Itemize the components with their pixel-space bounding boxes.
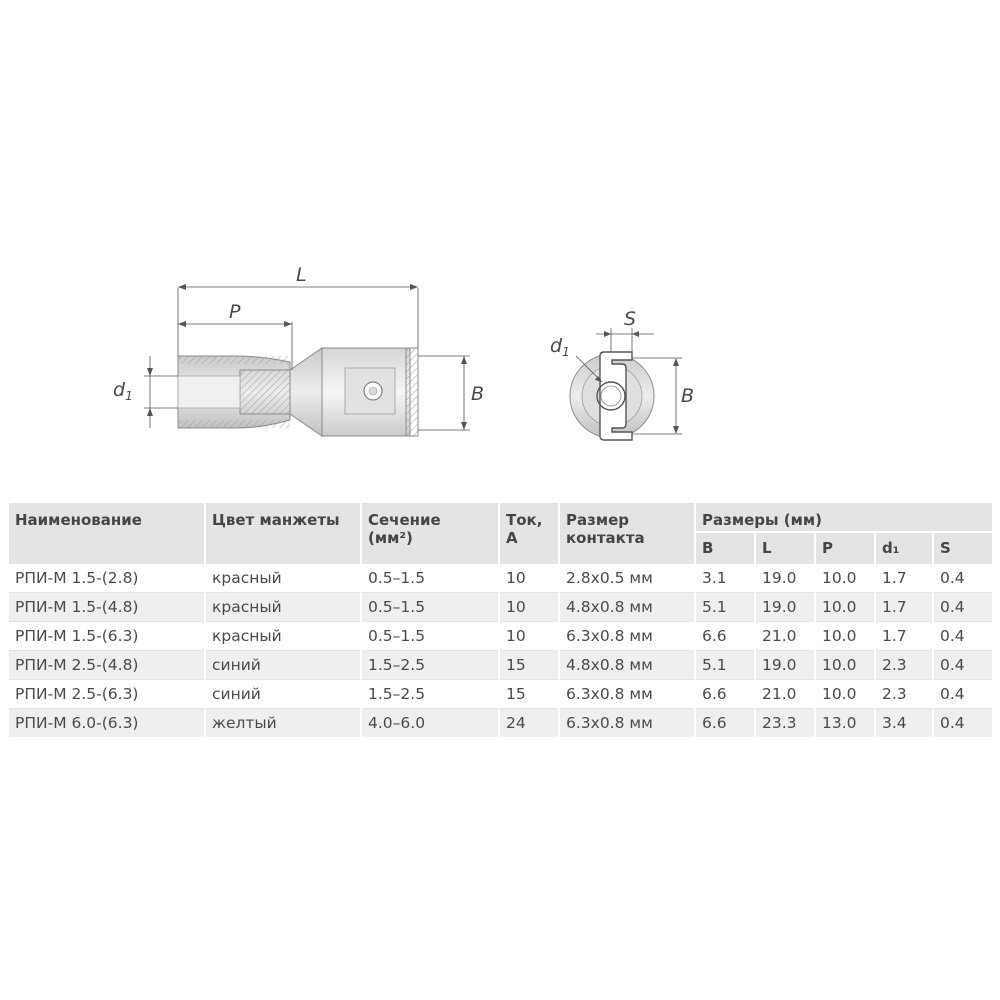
cell-contact: 6.3x0.8 мм	[559, 622, 695, 651]
cell-d1: 2.3	[875, 680, 933, 709]
cell-name: РПИ-М 1.5-(4.8)	[9, 593, 205, 622]
header-name	[9, 503, 205, 564]
table-row	[9, 564, 992, 593]
cell-B: 5.1	[695, 593, 755, 622]
cell-P: 10.0	[815, 564, 875, 593]
cell-contact: 6.3x0.8 мм	[559, 680, 695, 709]
cell-d1: 1.7	[875, 622, 933, 651]
cell-contact: 4.8x0.8 мм	[559, 593, 695, 622]
cell-current: 15	[499, 651, 559, 680]
cell-B: 3.1	[695, 564, 755, 593]
dim-label-d1-side-letter: d	[550, 335, 563, 357]
terminal-drawing	[0, 0, 1000, 480]
dim-label-d1-letter: d	[113, 379, 126, 401]
cell-B: 6.6	[695, 622, 755, 651]
cell-current: 15	[499, 680, 559, 709]
cell-L: 21.0	[755, 622, 815, 651]
cell-S: 0.4	[933, 680, 992, 709]
cell-d1: 2.3	[875, 651, 933, 680]
sleeve-knurl-bottom	[178, 420, 290, 428]
cell-d1: 1.7	[875, 593, 933, 622]
cell-color: красный	[205, 593, 361, 622]
cell-name: РПИ-М 2.5-(4.8)	[9, 651, 205, 680]
header-current	[499, 503, 559, 564]
header-current-line1: Ток,	[506, 511, 543, 529]
header-name-text: Наименование	[15, 511, 142, 529]
cell-S: 0.4	[933, 709, 992, 738]
cell-current: 10	[499, 593, 559, 622]
cell-current: 10	[499, 622, 559, 651]
dim-label-d1	[113, 379, 133, 403]
cell-name: РПИ-М 2.5-(6.3)	[9, 680, 205, 709]
terminal-side-view	[113, 264, 484, 436]
table-row	[9, 651, 992, 680]
cell-color: красный	[205, 564, 361, 593]
dim-label-d1-side-subscript: 1	[562, 345, 570, 359]
sleeve-knurl-top	[178, 356, 290, 364]
cell-P: 10.0	[815, 622, 875, 651]
receptacle-lip	[406, 348, 418, 436]
dim-label-P: P	[229, 301, 241, 323]
cell-name: РПИ-М 1.5-(6.3)	[9, 622, 205, 651]
cell-current: 24	[499, 709, 559, 738]
cell-color: красный	[205, 622, 361, 651]
cell-color: синий	[205, 680, 361, 709]
cell-P: 13.0	[815, 709, 875, 738]
table-row	[9, 680, 992, 709]
cell-L: 19.0	[755, 651, 815, 680]
wire-barrel	[240, 370, 292, 414]
cell-B: 6.6	[695, 680, 755, 709]
cell-L: 23.3	[755, 709, 815, 738]
cell-section: 0.5–1.5	[361, 593, 499, 622]
cell-P: 10.0	[815, 593, 875, 622]
header-section-line2: (мм²)	[368, 529, 413, 547]
header-contact-line2: контакта	[566, 529, 645, 547]
spec-table	[9, 503, 992, 737]
cell-contact: 6.3x0.8 мм	[559, 709, 695, 738]
cell-contact: 2.8x0.5 мм	[559, 564, 695, 593]
header-dimensions	[695, 503, 992, 532]
table-row	[9, 593, 992, 622]
cell-color: синий	[205, 651, 361, 680]
dim-label-d1-side	[550, 335, 570, 359]
table-row	[9, 622, 992, 651]
cell-section: 4.0–6.0	[361, 709, 499, 738]
cell-name: РПИ-М 1.5-(2.8)	[9, 564, 205, 593]
cell-S: 0.4	[933, 622, 992, 651]
cell-P: 10.0	[815, 651, 875, 680]
dim-label-L: L	[296, 264, 307, 286]
cell-L: 19.0	[755, 564, 815, 593]
header-dim-S: S	[933, 532, 992, 564]
cell-color: желтый	[205, 709, 361, 738]
header-contact-line1: Размер	[566, 511, 630, 529]
cell-P: 10.0	[815, 680, 875, 709]
cell-B: 5.1	[695, 651, 755, 680]
cell-current: 10	[499, 564, 559, 593]
cell-d1: 1.7	[875, 564, 933, 593]
cell-d1: 3.4	[875, 709, 933, 738]
header-section	[361, 503, 499, 564]
header-dim-B: B	[695, 532, 755, 564]
cell-S: 0.4	[933, 593, 992, 622]
cell-name: РПИ-М 6.0-(6.3)	[9, 709, 205, 738]
header-dim-d1: d₁	[875, 532, 933, 564]
transition-neck	[290, 348, 322, 436]
cell-S: 0.4	[933, 564, 992, 593]
header-section-line1: Сечение	[368, 511, 441, 529]
header-dimensions-text: Размеры (мм)	[702, 511, 823, 529]
cell-contact: 4.8x0.8 мм	[559, 651, 695, 680]
dim-label-B: B	[471, 383, 485, 405]
cell-L: 21.0	[755, 680, 815, 709]
header-contact	[559, 503, 695, 564]
dim-label-B-side: B	[681, 385, 695, 407]
cell-S: 0.4	[933, 651, 992, 680]
dim-label-d1-subscript: 1	[125, 389, 133, 403]
header-dim-P: P	[815, 532, 875, 564]
table-header	[9, 503, 992, 564]
cell-section: 1.5–2.5	[361, 680, 499, 709]
table-body	[9, 564, 992, 738]
cell-section: 0.5–1.5	[361, 622, 499, 651]
header-current-line2: A	[506, 529, 518, 547]
table-row	[9, 709, 992, 738]
cell-L: 19.0	[755, 593, 815, 622]
header-color-text: Цвет манжеты	[212, 511, 340, 529]
header-color	[205, 503, 361, 564]
cell-section: 1.5–2.5	[361, 651, 499, 680]
terminal-end-view	[550, 308, 694, 440]
cell-section: 0.5–1.5	[361, 564, 499, 593]
cell-B: 6.6	[695, 709, 755, 738]
dim-label-S: S	[624, 308, 637, 330]
header-dim-L: L	[755, 532, 815, 564]
